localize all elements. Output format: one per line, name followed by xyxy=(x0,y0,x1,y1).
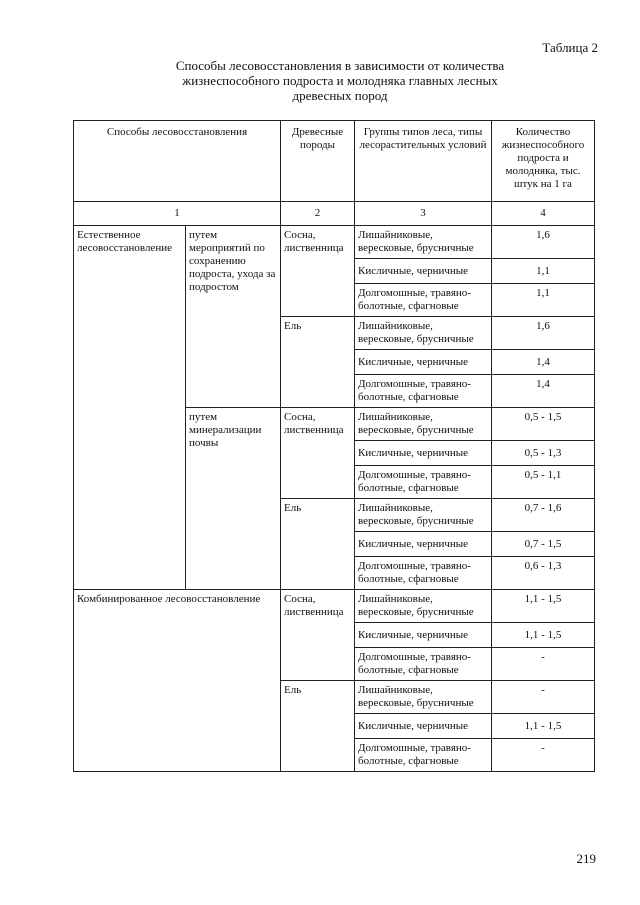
species-cell: Сосна, лиственница xyxy=(281,226,355,317)
forest-group-cell: Долгомошные, травяно-болотные, сфагновые xyxy=(355,375,492,408)
column-number: 3 xyxy=(355,202,492,226)
forest-group-cell: Лишайниковые, вересковые, брусничные xyxy=(355,499,492,532)
species-cell: Ель xyxy=(281,681,355,772)
forest-group-cell: Кисличные, черничные xyxy=(355,441,492,466)
forest-group-cell: Кисличные, черничные xyxy=(355,532,492,557)
forest-group-cell: Кисличные, черничные xyxy=(355,259,492,284)
table-row xyxy=(74,226,595,259)
forest-group-cell: Кисличные, черничные xyxy=(355,714,492,739)
count-cell: 1,4 xyxy=(492,350,595,375)
count-cell: - xyxy=(492,648,595,681)
sub-method-mineral-cell: путем минерализации почвы xyxy=(186,408,281,590)
method-natural-cell: Естественное лесовосстановление xyxy=(74,226,186,590)
forest-group-cell: Долгомошные, травяно-болотные, сфагновые xyxy=(355,466,492,499)
count-cell: 0,7 - 1,5 xyxy=(492,532,595,557)
forest-group-cell: Долгомошные, травяно-болотные, сфагновые xyxy=(355,739,492,772)
reforestation-table xyxy=(73,120,595,772)
count-cell: 1,1 - 1,5 xyxy=(492,590,595,623)
count-cell: 1,1 xyxy=(492,259,595,284)
forest-group-cell: Долгомошные, травяно-болотные, сфагновые xyxy=(355,648,492,681)
forest-group-cell: Кисличные, черничные xyxy=(355,623,492,648)
table-title xyxy=(140,58,540,103)
method-combined-cell: Комбинированное лесовосстановление xyxy=(74,590,281,772)
count-cell: 1,6 xyxy=(492,226,595,259)
count-cell: 1,6 xyxy=(492,317,595,350)
count-cell: 0,6 - 1,3 xyxy=(492,557,595,590)
forest-group-cell: Долгомошные, травяно-болотные, сфагновые xyxy=(355,557,492,590)
header-species: Древесные породы xyxy=(281,121,355,202)
forest-group-cell: Кисличные, черничные xyxy=(355,350,492,375)
species-cell: Сосна, лиственница xyxy=(281,408,355,499)
forest-group-cell: Лишайниковые, вересковые, брусничные xyxy=(355,681,492,714)
count-cell: 1,4 xyxy=(492,375,595,408)
count-cell: 0,5 - 1,3 xyxy=(492,441,595,466)
column-number: 1 xyxy=(74,202,281,226)
table-label: Таблица 2 xyxy=(542,40,598,55)
forest-group-cell: Лишайниковые, вересковые, брусничные xyxy=(355,317,492,350)
count-cell: 0,5 - 1,1 xyxy=(492,466,595,499)
sub-method-measures-cell: путем мероприятий по сохранению подроста, ухода за подростом xyxy=(186,226,281,408)
header-groups: Группы типов леса, типы лесорастительных условий xyxy=(355,121,492,202)
count-cell: - xyxy=(492,681,595,714)
count-cell: - xyxy=(492,739,595,772)
column-number: 2 xyxy=(281,202,355,226)
count-cell: 1,1 xyxy=(492,284,595,317)
species-cell: Сосна, лиственница xyxy=(281,590,355,681)
species-cell: Ель xyxy=(281,499,355,590)
forest-group-cell: Лишайниковые, вересковые, брусничные xyxy=(355,408,492,441)
title-line: Способы лесовосстановления в зависимости от количества xyxy=(175,58,505,73)
title-line: жизнеспособного подроста и молодняка главных лесных xyxy=(182,73,498,88)
column-number-row xyxy=(74,202,595,226)
count-cell: 0,5 - 1,5 xyxy=(492,408,595,441)
forest-group-cell: Долгомошные, травяно-болотные, сфагновые xyxy=(355,284,492,317)
header-methods: Способы лесовосстановления xyxy=(74,121,281,202)
forest-group-cell: Лишайниковые, вересковые, брусничные xyxy=(355,226,492,259)
title-line: древесных пород xyxy=(292,88,388,103)
forest-group-cell: Лишайниковые, вересковые, брусничные xyxy=(355,590,492,623)
count-cell: 1,1 - 1,5 xyxy=(492,714,595,739)
header-row xyxy=(74,121,595,202)
count-cell: 1,1 - 1,5 xyxy=(492,623,595,648)
header-count: Количество жизнеспособного подроста и молодняка, тыс. штук на 1 га xyxy=(492,121,595,202)
count-cell: 0,7 - 1,6 xyxy=(492,499,595,532)
table-row xyxy=(74,590,595,623)
page-number: 219 xyxy=(576,851,596,866)
column-number: 4 xyxy=(492,202,595,226)
species-cell: Ель xyxy=(281,317,355,408)
